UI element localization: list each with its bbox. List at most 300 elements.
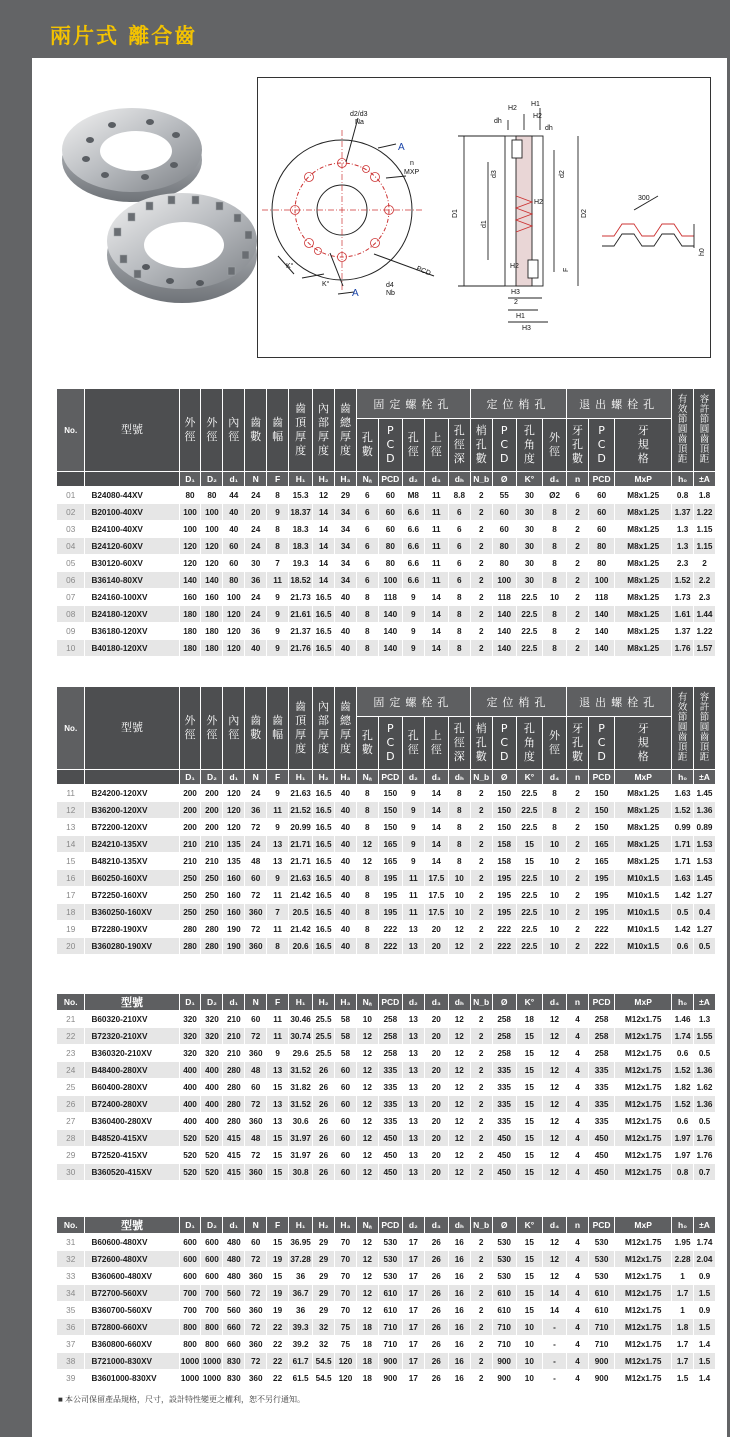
header-pin-outer-dia: 外 徑 <box>543 717 567 770</box>
header-teeth-count: 齒 數 <box>245 389 267 472</box>
table-cell: 335 <box>588 1062 614 1079</box>
row-number: 24 <box>57 1062 85 1079</box>
table-cell: 12 <box>356 1268 378 1285</box>
table-cell: 150 <box>492 802 516 819</box>
row-number: 37 <box>57 1336 85 1353</box>
table-cell: 12 <box>356 1164 378 1181</box>
table-cell: 13 <box>402 1164 424 1181</box>
sym-N: N <box>245 770 267 785</box>
table-cell: 480 <box>223 1234 245 1251</box>
header-cell: d₃ <box>424 994 448 1011</box>
header-cell: N <box>245 1217 267 1234</box>
table-row <box>57 1130 716 1147</box>
table-cell: 480 <box>223 1268 245 1285</box>
table-cell: 39.2 <box>289 1336 313 1353</box>
table-cell: 12 <box>542 1234 566 1251</box>
model-code: B24200-120XV <box>85 785 179 802</box>
table-cell: 15 <box>516 1164 542 1181</box>
table-cell: 320 <box>179 1011 201 1028</box>
label-h2-mid: H2 <box>533 113 542 120</box>
table-cell: 30 <box>516 487 542 504</box>
table-cell: 80 <box>492 538 516 555</box>
table-cell: 150 <box>588 802 614 819</box>
table-cell: 2 <box>470 1336 492 1353</box>
table-cell: 8 <box>356 887 378 904</box>
table-cell: 16 <box>448 1251 470 1268</box>
label-na: Na <box>355 119 364 126</box>
model-code: B72800-660XV <box>85 1319 179 1336</box>
table-cell: 1.45 <box>694 785 716 802</box>
table-cell: 610 <box>588 1285 614 1302</box>
table-cell: 2.3 <box>694 589 716 606</box>
row-number: 11 <box>57 785 85 802</box>
table-cell: 900 <box>588 1353 614 1370</box>
table-cell: 6.6 <box>402 555 424 572</box>
model-code: B72250-160XV <box>85 887 179 904</box>
table-row <box>57 538 716 555</box>
table-cell: 17 <box>402 1353 424 1370</box>
table-cell: 15.3 <box>289 487 313 504</box>
row-number: 10 <box>57 640 85 657</box>
table-cell: 9 <box>402 802 424 819</box>
table-cell: 31.52 <box>289 1062 313 1079</box>
table-cell: 34 <box>335 572 357 589</box>
table-cell: M12x1.75 <box>615 1130 672 1147</box>
table-cell: 15 <box>516 1147 542 1164</box>
table-cell: 2 <box>470 1113 492 1130</box>
header-outer-dia-1: 外 徑 <box>179 389 201 472</box>
table-cell: 16.5 <box>313 870 335 887</box>
table-cell: Ø2 <box>543 487 567 504</box>
table-cell: 2 <box>470 487 492 504</box>
header-inner-thickness: 內 部 厚 度 <box>313 687 335 770</box>
model-code: B20100-40XV <box>85 504 179 521</box>
sym-N: N <box>245 472 267 487</box>
table-cell: 40 <box>335 819 357 836</box>
table-cell: 830 <box>223 1370 245 1387</box>
label-pcd: PCD <box>415 265 432 278</box>
table-cell: 2 <box>470 504 492 521</box>
header-pin-hole-count: 梢 孔 數 <box>470 717 492 770</box>
table-cell: M12x1.75 <box>615 1096 672 1113</box>
table-row <box>57 1045 716 1062</box>
table-cell: M8 <box>402 487 424 504</box>
header-cell: d₂ <box>402 1217 424 1234</box>
table-cell: 9 <box>267 785 289 802</box>
table-row <box>57 1302 716 1319</box>
row-number: 27 <box>57 1113 85 1130</box>
table-cell: 12 <box>448 1045 470 1062</box>
table-cell: 710 <box>378 1336 402 1353</box>
table-cell: 72 <box>245 1353 267 1370</box>
table-cell: 8 <box>267 538 289 555</box>
table-cell: 165 <box>378 853 402 870</box>
table-cell: 2 <box>470 802 492 819</box>
table-cell: 2 <box>567 904 589 921</box>
table-cell: 9 <box>267 623 289 640</box>
header-no: No. <box>57 389 85 472</box>
table-cell: 2 <box>470 1164 492 1181</box>
row-number: 08 <box>57 606 85 623</box>
table-cell: 120 <box>179 555 201 572</box>
header-cell: Nₐ <box>356 994 378 1011</box>
label-d1-outer: D1 <box>452 209 459 218</box>
table-cell: 17.5 <box>424 870 448 887</box>
table-cell: 29 <box>313 1251 335 1268</box>
table-cell: 6 <box>567 487 589 504</box>
table-cell: 15 <box>516 1096 542 1113</box>
header-fix-hole-depth: 孔 徑 深 <box>448 419 470 472</box>
table-cell: 18.3 <box>289 521 313 538</box>
drawing-svg <box>258 78 709 356</box>
table-cell: 22.5 <box>516 606 542 623</box>
table-cell: 258 <box>588 1045 614 1062</box>
table-cell: 280 <box>223 1113 245 1130</box>
model-code: B360250-160XV <box>85 904 179 921</box>
table-cell: 1.52 <box>672 1096 694 1113</box>
table-cell: 40 <box>335 853 357 870</box>
table-cell: 8 <box>448 802 470 819</box>
header-pin-outer-dia: 外 徑 <box>543 419 567 472</box>
table-cell: 22.5 <box>516 938 542 955</box>
table-cell: 2 <box>567 606 589 623</box>
table-cell: 72 <box>245 1028 267 1045</box>
table-cell: 258 <box>588 1011 614 1028</box>
table-cell: 11 <box>424 538 448 555</box>
table-cell: 2 <box>470 572 492 589</box>
table-cell: 60 <box>378 521 402 538</box>
table-header <box>57 1217 716 1234</box>
table-cell: 14 <box>424 640 448 657</box>
table-cell: 48 <box>245 1062 267 1079</box>
table-cell: 6 <box>356 538 378 555</box>
table-cell: 12 <box>542 1147 566 1164</box>
table-cell: 21.37 <box>289 623 313 640</box>
table-cell: 72 <box>245 1251 267 1268</box>
table-cell: 40 <box>335 921 357 938</box>
table-cell: 40 <box>335 640 357 657</box>
table-cell: 60 <box>378 504 402 521</box>
header-effective-pitch: 有 效 節 圓 齒 頂 距 <box>672 389 694 472</box>
table-cell: 1.5 <box>694 1353 716 1370</box>
table-cell: 36 <box>289 1268 313 1285</box>
table-cell: 24 <box>245 589 267 606</box>
table-cell: 16.5 <box>313 921 335 938</box>
table-cell: 0.6 <box>672 938 694 955</box>
table-cell: 710 <box>492 1319 516 1336</box>
table-cell: 19 <box>267 1302 289 1319</box>
table-cell: 19.3 <box>289 555 313 572</box>
table-cell: 26 <box>313 1096 335 1113</box>
label-h1-bottom: H1 <box>516 313 525 320</box>
table-cell: 20 <box>424 1028 448 1045</box>
model-code: B72520-415XV <box>85 1147 179 1164</box>
row-number: 38 <box>57 1353 85 1370</box>
table-cell: 2 <box>567 504 589 521</box>
table-cell: 20 <box>424 1147 448 1164</box>
table-cell: 11 <box>267 921 289 938</box>
table-cell: 1.53 <box>694 836 716 853</box>
table-cell: 16 <box>448 1302 470 1319</box>
table-cell: 12 <box>448 1011 470 1028</box>
table-cell: 6.6 <box>402 538 424 555</box>
table-cell: 12 <box>542 1113 566 1130</box>
table-cell: 1.42 <box>672 921 694 938</box>
table-cell: 16.5 <box>313 819 335 836</box>
table-cell: 17 <box>402 1319 424 1336</box>
table-cell: 40 <box>335 870 357 887</box>
table-cell: 120 <box>223 640 245 657</box>
page-title: 兩片式 離合齒 <box>50 23 198 48</box>
table-cell: 250 <box>179 904 201 921</box>
table-cell: 80 <box>378 555 402 572</box>
table-cell: 2 <box>470 836 492 853</box>
table-cell: 1.3 <box>672 521 694 538</box>
table-cell: 2 <box>470 853 492 870</box>
table-cell: 16 <box>448 1353 470 1370</box>
table-cell: 15 <box>267 1234 289 1251</box>
sym-MxP: MxP <box>615 770 672 785</box>
table-cell: 1.37 <box>672 504 694 521</box>
sym-PCD-ext: PCD <box>588 472 614 487</box>
header-cell: H₃ <box>335 994 357 1011</box>
table-cell: 24 <box>245 606 267 623</box>
table-cell: M12x1.75 <box>615 1045 672 1062</box>
sym-diameter: Ø <box>492 770 516 785</box>
table-cell: 165 <box>378 836 402 853</box>
table-cell: 0.9 <box>694 1268 716 1285</box>
table-cell: 17 <box>402 1336 424 1353</box>
sym-K: K° <box>516 472 542 487</box>
table-cell: 20 <box>424 1130 448 1147</box>
table-cell: - <box>542 1319 566 1336</box>
table-cell: 13 <box>267 1113 289 1130</box>
table-cell: 335 <box>378 1079 402 1096</box>
header-symbol-row <box>57 472 716 487</box>
label-h2-top: H2 <box>508 105 517 112</box>
row-number: 36 <box>57 1319 85 1336</box>
table-cell: 10 <box>543 836 567 853</box>
table-cell: 900 <box>378 1370 402 1387</box>
table-cell: 1.4 <box>694 1370 716 1387</box>
table-cell: 18 <box>356 1336 378 1353</box>
sym-F: F <box>267 472 289 487</box>
table-cell: 22.5 <box>516 623 542 640</box>
table-cell: 100 <box>201 504 223 521</box>
table-cell: 16 <box>448 1336 470 1353</box>
table-cell: 8 <box>543 606 567 623</box>
table-cell: 0.7 <box>694 1164 716 1181</box>
table-cell: 14 <box>542 1285 566 1302</box>
sym-PCD-fix: PCD <box>378 770 402 785</box>
table-cell: 1.97 <box>672 1130 694 1147</box>
table-cell: 22.5 <box>516 904 542 921</box>
table-cell: 13 <box>267 1096 289 1113</box>
table-cell: 21.61 <box>289 606 313 623</box>
table-cell: 20 <box>245 504 267 521</box>
table-cell: 2 <box>470 887 492 904</box>
table-cell: 1.46 <box>672 1011 694 1028</box>
table-cell: 15 <box>267 1079 289 1096</box>
model-code: B360520-415XV <box>85 1164 179 1181</box>
sym-Na: Nₐ <box>356 770 378 785</box>
label-k2: K° <box>322 281 330 288</box>
table-cell: 21.42 <box>289 887 313 904</box>
table-cell: 258 <box>588 1028 614 1045</box>
table-row <box>57 785 716 802</box>
label-d2-inner: d2 <box>559 170 566 178</box>
table-cell: 11 <box>267 1028 289 1045</box>
table-cell: 1.4 <box>694 1336 716 1353</box>
row-number: 17 <box>57 887 85 904</box>
table-cell: M8x1.25 <box>615 836 672 853</box>
table-cell: 2 <box>470 640 492 657</box>
table-cell: 30 <box>516 572 542 589</box>
label-d2-outer: D2 <box>581 209 588 218</box>
table-cell: 120 <box>201 538 223 555</box>
table-cell: 15 <box>267 1147 289 1164</box>
table-cell: 12 <box>542 1079 566 1096</box>
table-cell: 450 <box>492 1147 516 1164</box>
table-cell: 190 <box>223 921 245 938</box>
table-cell: M12x1.75 <box>615 1251 672 1268</box>
row-number: 29 <box>57 1147 85 1164</box>
table-cell: 610 <box>378 1302 402 1319</box>
header-ext-hole-count: 牙 孔 數 <box>567 419 589 472</box>
table-cell: 210 <box>223 1011 245 1028</box>
header-cell: 型號 <box>85 1217 179 1234</box>
table-cell: 11 <box>424 521 448 538</box>
header-cell: n <box>567 1217 589 1234</box>
table-cell: 1.74 <box>694 1234 716 1251</box>
table-cell: 1.5 <box>694 1319 716 1336</box>
table-cell: 710 <box>588 1336 614 1353</box>
row-number: 23 <box>57 1045 85 1062</box>
table-cell: 13 <box>402 1011 424 1028</box>
table-cell: 120 <box>223 606 245 623</box>
table-cell: 360 <box>245 904 267 921</box>
sym-A: ±A <box>694 472 716 487</box>
table-cell: 36 <box>289 1302 313 1319</box>
table-cell: M8x1.25 <box>615 819 672 836</box>
table-cell: 360 <box>245 1268 267 1285</box>
table-cell: 520 <box>179 1164 201 1181</box>
table-cell: 2 <box>567 521 589 538</box>
row-number: 35 <box>57 1302 85 1319</box>
table-cell: 6 <box>356 572 378 589</box>
table-cell: 222 <box>378 921 402 938</box>
table-cell: 60 <box>245 1079 267 1096</box>
table-cell: 195 <box>492 870 516 887</box>
table-cell: 26 <box>424 1234 448 1251</box>
table-cell: 150 <box>378 819 402 836</box>
header-total-thickness: 齒 總 厚 度 <box>335 389 357 472</box>
sym-H2: H₂ <box>313 770 335 785</box>
table-cell: 200 <box>179 785 201 802</box>
table-cell: 11 <box>267 1011 289 1028</box>
table-cell: 4 <box>567 1234 589 1251</box>
table-cell: 25.5 <box>313 1045 335 1062</box>
label-d1-inner: d1 <box>481 220 488 228</box>
table-cell: 2 <box>567 836 589 853</box>
table-cell: 180 <box>201 640 223 657</box>
header-cell: N_b <box>470 994 492 1011</box>
table-cell: 200 <box>201 819 223 836</box>
table-cell: 60 <box>223 538 245 555</box>
table-cell: 2 <box>470 1370 492 1387</box>
table-cell: 8 <box>267 521 289 538</box>
table-cell: 1.8 <box>694 487 716 504</box>
table-cell: 36 <box>245 802 267 819</box>
row-number: 14 <box>57 836 85 853</box>
table-cell: 320 <box>201 1045 223 1062</box>
table-cell: 4 <box>567 1370 589 1387</box>
table-cell: 2 <box>470 1353 492 1370</box>
table-cell: 26 <box>424 1370 448 1387</box>
table-cell: 17 <box>402 1302 424 1319</box>
table-cell: M12x1.75 <box>615 1113 672 1130</box>
table-cell: 34 <box>335 504 357 521</box>
table-cell: 400 <box>179 1062 201 1079</box>
header-cell: K° <box>516 1217 542 1234</box>
product-photo <box>50 95 260 315</box>
table-cell: 15 <box>516 1302 542 1319</box>
table-cell: 600 <box>179 1268 201 1285</box>
table-cell: 8 <box>356 640 378 657</box>
table-cell: 600 <box>201 1234 223 1251</box>
table-cell: 2 <box>470 606 492 623</box>
model-code: B24100-40XV <box>85 521 179 538</box>
table-cell: 14 <box>313 555 335 572</box>
table-cell: 18 <box>356 1353 378 1370</box>
table-cell: M12x1.75 <box>615 1268 672 1285</box>
header-fix-pcd: P C D <box>378 419 402 472</box>
table-cell: 9 <box>267 589 289 606</box>
table-cell: 26 <box>313 1062 335 1079</box>
table-cell: 2 <box>567 938 589 955</box>
label-f: F <box>563 267 570 272</box>
sym-h0: h₀ <box>672 472 694 487</box>
table-cell: 158 <box>492 853 516 870</box>
table-cell: 18.52 <box>289 572 313 589</box>
row-number: 04 <box>57 538 85 555</box>
table-cell: 80 <box>179 487 201 504</box>
header-cell: dₕ <box>448 1217 470 1234</box>
model-code: B24080-44XV <box>85 487 179 504</box>
table-cell: 1.15 <box>694 521 716 538</box>
table-cell: 80 <box>588 555 614 572</box>
table-cell: 210 <box>179 853 201 870</box>
table-header <box>57 994 716 1011</box>
table-cell: 60 <box>335 1062 357 1079</box>
table-cell: M10x1.5 <box>615 904 672 921</box>
table-cell: 1.36 <box>694 1096 716 1113</box>
table-cell: 70 <box>335 1234 357 1251</box>
table-cell: 34 <box>335 555 357 572</box>
table-cell: 140 <box>179 572 201 589</box>
table-cell: 158 <box>492 836 516 853</box>
table-cell: M12x1.75 <box>615 1234 672 1251</box>
table-cell: 12 <box>448 1079 470 1096</box>
table-cell: 9 <box>267 870 289 887</box>
table-cell: 1 <box>672 1268 694 1285</box>
label-angle: 300 <box>638 195 650 202</box>
table-cell: 4 <box>567 1045 589 1062</box>
table-cell: 210 <box>223 1045 245 1062</box>
table-cell: 520 <box>201 1164 223 1181</box>
table-cell: M10x1.5 <box>615 938 672 955</box>
header-allowable-pitch: 容 許 節 圓 齒 頂 距 <box>694 687 716 770</box>
